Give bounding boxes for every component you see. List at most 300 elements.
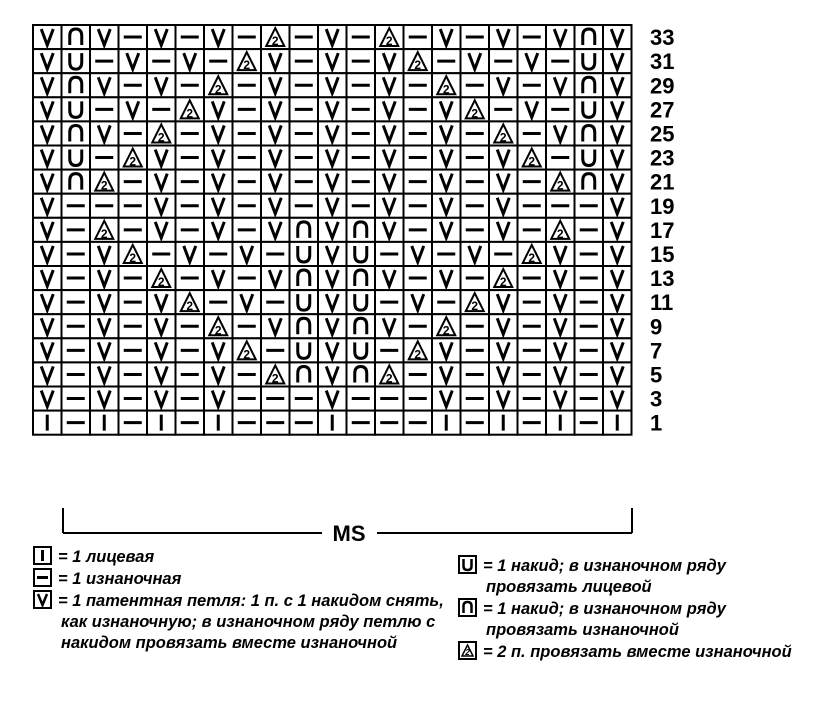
chart-cell — [261, 49, 290, 73]
chart-cell — [176, 97, 205, 121]
chart-cell — [261, 314, 290, 338]
chart-cell — [375, 338, 404, 362]
chart-cell — [119, 25, 148, 49]
chart-cell — [233, 266, 262, 290]
chart-cell — [603, 121, 632, 145]
row-number: 31 — [650, 49, 675, 75]
chart-cell — [204, 218, 233, 242]
chart-cell — [347, 218, 376, 242]
row-number: 17 — [650, 217, 675, 243]
row-numbers — [650, 25, 674, 436]
chart-cell — [375, 411, 404, 435]
chart-cell — [147, 362, 176, 386]
chart-cell — [204, 121, 233, 145]
chart-cell — [318, 194, 347, 218]
chart-cell — [90, 387, 119, 411]
chart-cell — [432, 194, 461, 218]
chart-cell — [404, 25, 433, 49]
chart-cell — [518, 73, 547, 97]
chart-cell — [432, 411, 461, 435]
chart-cell — [62, 242, 91, 266]
chart-cell — [119, 338, 148, 362]
chart-cell — [461, 218, 490, 242]
chart-cell — [90, 121, 119, 145]
chart-cell — [347, 146, 376, 170]
chart-cell — [347, 411, 376, 435]
chart-cell — [432, 387, 461, 411]
chart-cell — [290, 97, 319, 121]
chart-cell — [119, 290, 148, 314]
chart-cell — [575, 146, 604, 170]
chart-cell — [119, 73, 148, 97]
chart-cell — [147, 218, 176, 242]
legend-right — [458, 555, 828, 663]
chart-cell — [233, 97, 262, 121]
svg-text:2: 2 — [556, 178, 564, 193]
chart-cell — [290, 49, 319, 73]
chart-cell — [489, 73, 518, 97]
chart-cell — [90, 97, 119, 121]
chart-cell — [176, 290, 205, 314]
chart-cell — [404, 73, 433, 97]
chart-cell — [147, 266, 176, 290]
chart-cell — [603, 146, 632, 170]
row-number: 19 — [650, 193, 675, 219]
chart-cell — [290, 290, 319, 314]
legend-slip-text-1: = 1 патентная петля: 1 п. с 1 накидом снять, — [58, 592, 444, 610]
svg-text:2: 2 — [214, 323, 222, 338]
chart-cell — [176, 362, 205, 386]
knit-symbol-icon — [33, 546, 52, 565]
svg-text:2: 2 — [157, 275, 165, 290]
chart-cell — [575, 49, 604, 73]
chart-cell — [347, 242, 376, 266]
chart-cell — [90, 146, 119, 170]
chart-cell — [489, 362, 518, 386]
chart-cell — [518, 314, 547, 338]
chart-cell — [347, 362, 376, 386]
chart-cell — [375, 387, 404, 411]
chart-cell — [90, 338, 119, 362]
chart-cell — [233, 242, 262, 266]
repeat-bracket — [63, 508, 632, 545]
chart-cell — [375, 362, 404, 386]
chart-cell — [62, 49, 91, 73]
chart-cell — [375, 290, 404, 314]
chart-cell — [489, 97, 518, 121]
chart-cell — [461, 411, 490, 435]
chart-cell — [119, 314, 148, 338]
chart-cell — [347, 25, 376, 49]
chart-cell — [489, 25, 518, 49]
chart-cell — [204, 266, 233, 290]
chart-cell — [518, 170, 547, 194]
chart-cell — [461, 387, 490, 411]
row-number: 27 — [650, 97, 675, 123]
chart-cell — [90, 314, 119, 338]
chart-cell — [176, 73, 205, 97]
row-number: 7 — [650, 338, 663, 364]
chart-cell — [147, 146, 176, 170]
chart-cell — [318, 411, 347, 435]
chart-cell — [119, 121, 148, 145]
chart-cell — [33, 146, 62, 170]
chart-cell — [204, 194, 233, 218]
chart-cell — [432, 314, 461, 338]
chart-cell — [147, 49, 176, 73]
legend-knit-text: = 1 лицевая — [58, 548, 155, 566]
row-number: 3 — [650, 386, 663, 412]
chart-cell — [33, 266, 62, 290]
svg-text:2: 2 — [385, 34, 393, 49]
chart-cell — [575, 387, 604, 411]
chart-cell — [603, 25, 632, 49]
chart-cell — [62, 146, 91, 170]
chart-cell — [518, 121, 547, 145]
repeat-label: MS — [332, 521, 366, 545]
chart-cell — [33, 242, 62, 266]
chart-cell — [603, 338, 632, 362]
chart-cell — [432, 170, 461, 194]
chart-cell — [261, 242, 290, 266]
chart-cell — [176, 49, 205, 73]
chart-cell — [575, 362, 604, 386]
chart-cell — [546, 121, 575, 145]
chart-cell — [575, 290, 604, 314]
row-number: 23 — [650, 145, 675, 171]
svg-text:2: 2 — [243, 58, 251, 73]
chart-cell — [461, 314, 490, 338]
row-number: 5 — [650, 362, 663, 388]
chart-cell — [432, 73, 461, 97]
chart-cell — [489, 170, 518, 194]
chart-cell — [318, 338, 347, 362]
chart-cell — [261, 266, 290, 290]
chart-cell — [546, 362, 575, 386]
chart-cell — [432, 121, 461, 145]
chart-cell — [575, 121, 604, 145]
legend-k2tog — [458, 641, 828, 663]
chart-cell — [233, 218, 262, 242]
chart-cell — [62, 97, 91, 121]
svg-text:2: 2 — [214, 82, 222, 97]
svg-text:2: 2 — [186, 106, 194, 121]
chart-cell — [603, 218, 632, 242]
chart-cell — [375, 97, 404, 121]
chart-cell — [204, 314, 233, 338]
chart-cell — [119, 146, 148, 170]
chart-cell — [489, 290, 518, 314]
chart-cell — [318, 362, 347, 386]
chart-cell — [546, 194, 575, 218]
chart-cell — [204, 362, 233, 386]
chart-cell — [347, 73, 376, 97]
chart-cell — [119, 242, 148, 266]
chart-cell — [204, 411, 233, 435]
chart-cell — [603, 387, 632, 411]
chart-cell — [33, 49, 62, 73]
chart-cell — [404, 266, 433, 290]
legend-purl-text: = 1 изнаночная — [58, 570, 182, 588]
chart-cell — [176, 387, 205, 411]
chart-cell — [290, 314, 319, 338]
chart-cell — [347, 170, 376, 194]
chart-cell — [90, 49, 119, 73]
chart-cell — [461, 97, 490, 121]
chart-cell — [119, 362, 148, 386]
chart-cell — [261, 73, 290, 97]
chart-cell — [147, 194, 176, 218]
chart-cell — [119, 266, 148, 290]
chart-cell — [90, 25, 119, 49]
svg-text:2: 2 — [465, 648, 470, 657]
chart-cell — [432, 242, 461, 266]
legend-purl — [33, 568, 463, 590]
chart-cell — [119, 411, 148, 435]
chart-cell — [489, 49, 518, 73]
chart-cell — [546, 314, 575, 338]
chart-cell — [461, 266, 490, 290]
legend-yo-knit-text-2: провязать лицевой — [486, 578, 652, 596]
chart-cell — [33, 73, 62, 97]
chart-cell — [261, 146, 290, 170]
chart-cell — [62, 411, 91, 435]
chart-cell — [546, 97, 575, 121]
chart-cell — [33, 362, 62, 386]
chart-cell — [90, 266, 119, 290]
chart-cell — [546, 290, 575, 314]
row-number: 1 — [650, 410, 663, 436]
svg-text:2: 2 — [471, 106, 479, 121]
chart-cell — [347, 49, 376, 73]
chart-cell — [546, 387, 575, 411]
chart-cell — [575, 411, 604, 435]
chart-cell — [119, 218, 148, 242]
chart-cell — [318, 170, 347, 194]
chart-cell — [147, 242, 176, 266]
chart-cell — [546, 73, 575, 97]
chart-cell — [62, 362, 91, 386]
chart-cell — [489, 411, 518, 435]
chart-cell — [461, 194, 490, 218]
chart-cell — [62, 25, 91, 49]
chart-cell — [176, 411, 205, 435]
chart-cell — [375, 266, 404, 290]
svg-text:2: 2 — [243, 347, 251, 362]
chart-cell — [176, 266, 205, 290]
chart-cell — [375, 242, 404, 266]
chart-cell — [461, 25, 490, 49]
chart-cell — [204, 146, 233, 170]
chart-cell — [347, 387, 376, 411]
chart-cell — [404, 49, 433, 73]
chart-cell — [404, 290, 433, 314]
chart-cell — [603, 266, 632, 290]
chart-cell — [489, 218, 518, 242]
chart-cell — [375, 146, 404, 170]
chart-cell — [261, 387, 290, 411]
chart-cell — [461, 338, 490, 362]
chart-cell — [318, 97, 347, 121]
legend-yo-purl — [458, 598, 828, 620]
chart-cell — [404, 194, 433, 218]
legend-yo-knit-text-1: = 1 накид; в изнаночном ряду — [483, 557, 726, 575]
chart-cell — [347, 121, 376, 145]
svg-text:2: 2 — [100, 178, 108, 193]
chart-cell — [461, 290, 490, 314]
chart-cell — [546, 266, 575, 290]
chart-cell — [603, 362, 632, 386]
chart-cell — [318, 73, 347, 97]
chart-cell — [261, 170, 290, 194]
chart-cell — [90, 218, 119, 242]
chart-cell — [404, 121, 433, 145]
chart-cell — [375, 121, 404, 145]
svg-text:2: 2 — [499, 275, 507, 290]
chart-grid — [33, 25, 632, 435]
chart-cell — [261, 97, 290, 121]
chart-cell — [62, 194, 91, 218]
chart-cell — [489, 314, 518, 338]
legend-left — [33, 546, 463, 654]
chart-cell — [318, 146, 347, 170]
slip-stitch-symbol-icon — [33, 590, 52, 609]
chart-cell — [432, 97, 461, 121]
svg-text:2: 2 — [414, 347, 422, 362]
chart-cell — [147, 73, 176, 97]
chart-cell — [147, 338, 176, 362]
chart-cell — [90, 170, 119, 194]
chart-cell — [404, 362, 433, 386]
chart-cell — [404, 314, 433, 338]
chart-cell — [432, 146, 461, 170]
chart-cell — [318, 218, 347, 242]
chart-cell — [33, 411, 62, 435]
chart-cell — [518, 411, 547, 435]
chart-cell — [204, 387, 233, 411]
row-number: 25 — [650, 121, 675, 147]
chart-cell — [62, 387, 91, 411]
chart-cell — [489, 194, 518, 218]
purl-symbol-icon — [33, 568, 52, 587]
chart-cell — [147, 170, 176, 194]
yarn-over-knit-symbol-icon — [458, 555, 477, 574]
chart-cell — [62, 218, 91, 242]
chart-cell — [461, 146, 490, 170]
chart-cell — [204, 49, 233, 73]
chart-cell — [204, 338, 233, 362]
chart-cell — [489, 338, 518, 362]
svg-text:2: 2 — [271, 34, 279, 49]
chart-cell — [290, 146, 319, 170]
svg-text:2: 2 — [471, 299, 479, 314]
chart-cell — [233, 362, 262, 386]
chart-cell — [518, 387, 547, 411]
row-number: 21 — [650, 169, 675, 195]
chart-cell — [432, 218, 461, 242]
chart-cell — [176, 314, 205, 338]
chart-cell — [233, 73, 262, 97]
chart-cell — [147, 387, 176, 411]
svg-text:2: 2 — [442, 82, 450, 97]
chart-cell — [176, 338, 205, 362]
chart-cell — [404, 218, 433, 242]
chart-cell — [375, 170, 404, 194]
row-number: 11 — [650, 290, 674, 316]
chart-cell — [347, 266, 376, 290]
row-number: 13 — [650, 266, 675, 292]
chart-cell — [176, 146, 205, 170]
chart-cell — [147, 121, 176, 145]
chart-cell — [518, 146, 547, 170]
legend-yo-purl-text-1: = 1 накид; в изнаночном ряду — [483, 600, 726, 618]
chart-cell — [546, 218, 575, 242]
chart-cell — [603, 170, 632, 194]
chart-cell — [261, 218, 290, 242]
chart-cell — [404, 338, 433, 362]
chart-cell — [375, 49, 404, 73]
row-number: 15 — [650, 241, 675, 267]
svg-text:2: 2 — [556, 226, 564, 241]
chart-cell — [33, 338, 62, 362]
chart-cell — [90, 411, 119, 435]
chart-cell — [233, 25, 262, 49]
chart-cell — [347, 314, 376, 338]
chart-cell — [404, 146, 433, 170]
svg-text:2: 2 — [414, 58, 422, 73]
chart-cell — [204, 242, 233, 266]
chart-cell — [489, 121, 518, 145]
chart-cell — [204, 25, 233, 49]
chart-cell — [176, 170, 205, 194]
chart-cell — [603, 242, 632, 266]
chart-cell — [546, 49, 575, 73]
chart-cell — [119, 170, 148, 194]
chart-cell — [603, 314, 632, 338]
chart-cell — [546, 25, 575, 49]
chart-cell — [204, 97, 233, 121]
chart-cell — [489, 387, 518, 411]
chart-cell — [261, 338, 290, 362]
chart-cell — [33, 25, 62, 49]
chart-cell — [119, 387, 148, 411]
legend-slip-text-2: как изнаночную; в изнаночном ряду петлю с — [61, 613, 436, 631]
chart-cell — [518, 49, 547, 73]
chart-cell — [603, 97, 632, 121]
chart-cell — [90, 242, 119, 266]
yarn-over-purl-symbol-icon — [458, 598, 477, 617]
chart-cell — [375, 194, 404, 218]
svg-text:2: 2 — [442, 323, 450, 338]
chart-cell — [518, 266, 547, 290]
chart-cell — [603, 290, 632, 314]
chart-cell — [290, 338, 319, 362]
chart-cell — [233, 411, 262, 435]
chart-cell — [233, 146, 262, 170]
chart-cell — [90, 290, 119, 314]
chart-cell — [432, 290, 461, 314]
chart-cell — [461, 73, 490, 97]
chart-cell — [546, 146, 575, 170]
legend-slip-text-3: накидом провязать вместе изнаночной — [61, 634, 398, 652]
chart-cell — [318, 387, 347, 411]
chart-cell — [261, 290, 290, 314]
svg-text:2: 2 — [129, 250, 137, 265]
svg-text:2: 2 — [186, 299, 194, 314]
svg-text:2: 2 — [528, 154, 536, 169]
chart-cell — [575, 25, 604, 49]
chart-cell — [176, 25, 205, 49]
